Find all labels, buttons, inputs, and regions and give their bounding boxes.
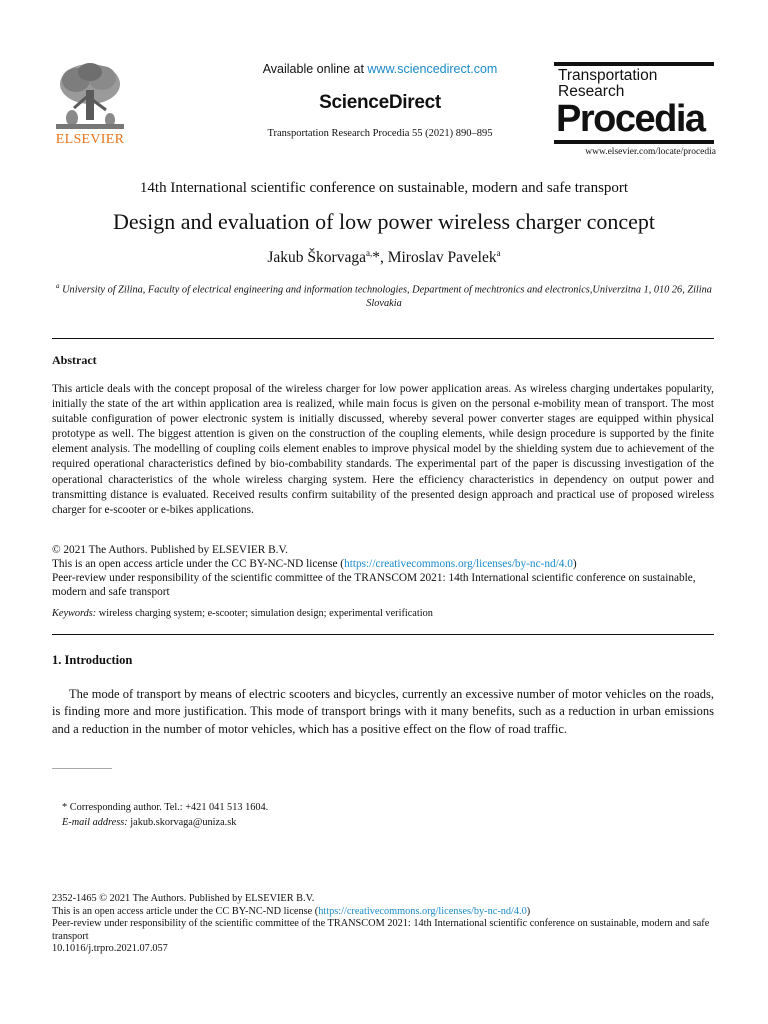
available-online: [200, 62, 560, 76]
footnote: [62, 801, 702, 830]
corresponding-author: * Corresponding author. Tel.: +421 041 513 1604.: [62, 802, 269, 813]
abstract-text: This article deals with the concept proposal of the wireless charger for low power application areas. As wireless charging undertakes popularity, initially the state of the art within application area is realized, while main focus is given on the personal e-mobility mean of transport. The most suitable configuration of power electronic system is initially discussed, whereby several power converter stages are equipped within physical prototype as well. The biggest attention is given on the construction of the coupling elements, while design procedure is supported by the finite element analysis. The modelling of coupling coils element enables to improve physical model by the shielding system due to achievement of the required operational characteristics defined by bio-combability standards. The experimental part of the paper is discussing investigation of the operational characteristics of the whole wireless charging system. Here the efficiency characteristics in dependency on output power and transmitting distance is evaluated. Received results confirm suitability of the presented design approach and practical use of proposed wireless charger for e-scooter or e-bikes applications.: [52, 383, 714, 516]
author-list: [40, 248, 728, 267]
issn-line: 2352-1465 © 2021 The Authors. Published by ELSEVIER B.V.: [52, 893, 315, 904]
copyright-block: [52, 543, 714, 599]
license-line: This is an open access article under the CC BY-NC-ND license (https://creativecommons.org/licenses/by-nc-nd/4.0): [52, 905, 531, 917]
email-label: E-mail address:: [62, 816, 128, 828]
license-link[interactable]: https://creativecommons.org/licenses/by-nc-nd/4.0: [318, 905, 527, 917]
keywords-list: wireless charging system; e-scooter; simulation design; experimental verification: [96, 608, 433, 619]
sciencedirect-wordmark: ScienceDirect: [319, 92, 441, 113]
peer-review-line: Peer-review under responsibility of the scientific committee of the TRANSCOM 2021: 14th International scientific conference on sustainable, modern and safe transport: [52, 918, 710, 942]
footnote-rule: [52, 768, 112, 769]
journal-citation: Transportation Research Procedia 55 (2021) 890–895: [267, 128, 493, 139]
divider: [52, 634, 714, 635]
sciencedirect-link[interactable]: www.sciencedirect.com: [367, 62, 498, 76]
author-separator: ,: [379, 249, 388, 267]
journal-logo: [554, 62, 714, 144]
affiliation: [40, 279, 728, 311]
abstract-heading: Abstract: [52, 353, 97, 367]
keywords-label: Keywords:: [52, 608, 97, 619]
keywords: [52, 608, 714, 619]
section-heading: 1. Introduction: [52, 653, 133, 667]
doi-line[interactable]: 10.1016/j.trpro.2021.07.057: [52, 943, 168, 955]
paper-title: Design and evaluation of low power wireless charger concept: [112, 209, 656, 234]
journal-url[interactable]: www.elsevier.com/locate/procedia: [585, 147, 716, 157]
affiliation-text: University of Zilina, Faculty of electrical engineering and information technologies, Department of mechtronics and electronics,Univerzitna 1, 010 26, Zilina Slovakia: [62, 284, 712, 310]
divider: [52, 338, 714, 339]
author-name: Miroslav Pavelek: [387, 249, 497, 267]
affiliation-mark: a: [56, 282, 60, 290]
license-link[interactable]: https://creativecommons.org/licenses/by-nc-nd/4.0: [344, 558, 573, 570]
journal-logo-title: Transportation Research: [558, 67, 658, 100]
journal-logo-word: Procedia: [556, 98, 705, 140]
logo-top-rule: [554, 62, 714, 66]
license-line: This is an open access article under the CC BY-NC-ND license (https://creativecommons.org/licenses/by-nc-nd/4.0): [52, 558, 577, 570]
logo-bottom-rule: [554, 140, 714, 144]
publisher-wordmark: ELSEVIER: [55, 132, 125, 147]
email-address[interactable]: jakub.skorvaga@uniza.sk: [127, 816, 237, 828]
peer-review-line: Peer-review under responsibility of the scientific committee of the TRANSCOM 2021: 14th International scientific conference on sustainable, modern and safe transport: [52, 572, 696, 598]
conference-name: 14th International scientific conference on sustainable, modern and safe transport: [139, 180, 629, 196]
author-affiliation-mark: a: [496, 248, 501, 258]
author-name: Jakub Škorvaga: [267, 249, 366, 267]
author-affiliation-mark: a,: [365, 248, 373, 258]
copyright-line: © 2021 The Authors. Published by ELSEVIER B.V.: [52, 544, 288, 556]
corresponding-mark: *: [372, 249, 380, 267]
available-prefix: Available online at: [262, 62, 368, 76]
imprint: [52, 893, 722, 956]
intro-paragraph: The mode of transport by means of electric scooters and bicycles, currently an excessive number of motor vehicles on the roads, is finding more and more justification. This mode of transport brings with it many benefits, such as a reduction in urban emissions and a reduction in the number of motor vehicles, which has a positive effect on the flow of road traffic.: [52, 687, 714, 736]
email-line: [62, 816, 702, 831]
